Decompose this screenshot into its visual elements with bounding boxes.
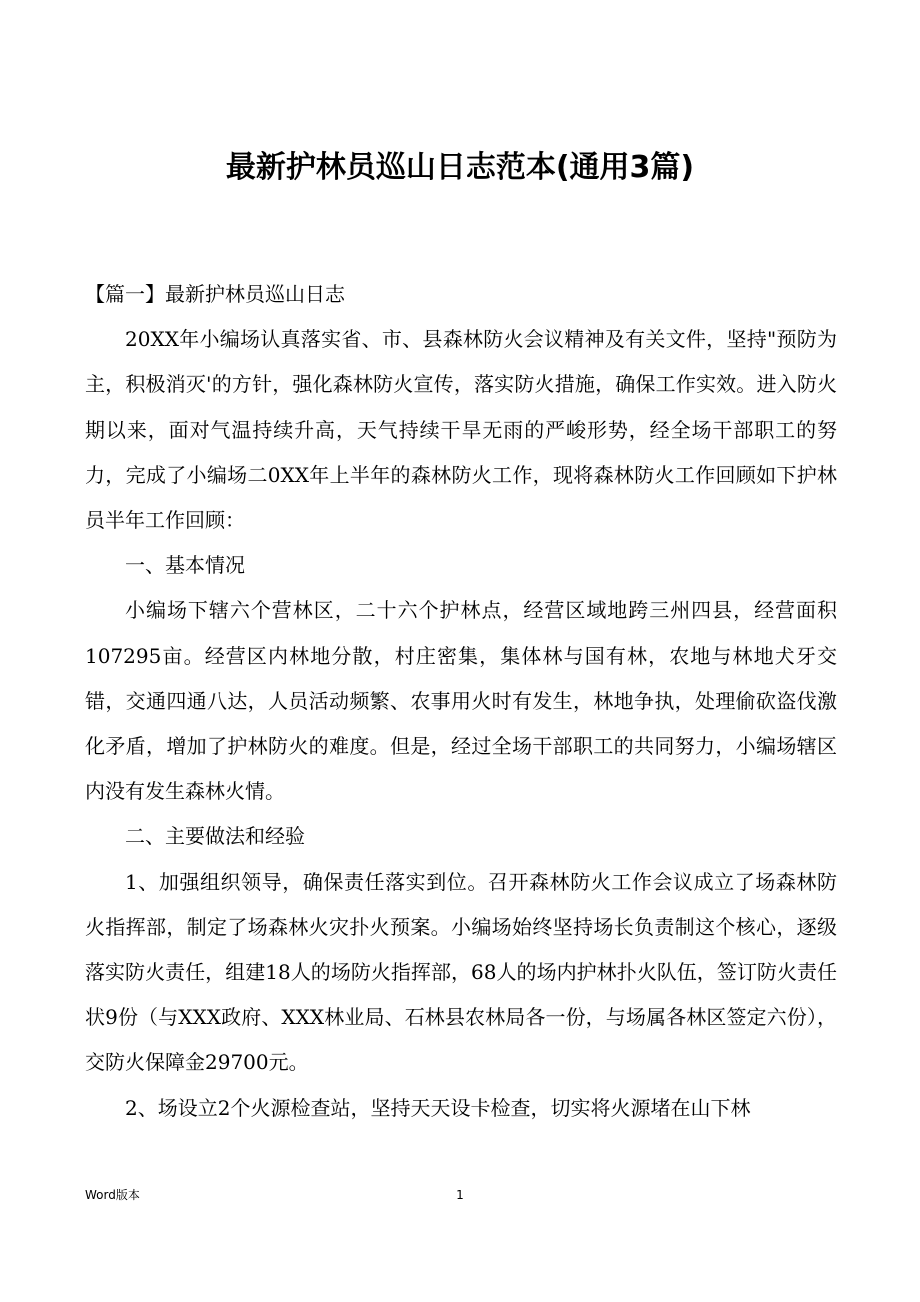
section-heading: 【篇一】最新护林员巡山日志: [85, 282, 345, 306]
paragraph-intro: 20XX年小编场认真落实省、市、县森林防火会议精神及有关文件，坚持"预防为主，积极消灭'的方针，强化森林防火宣传，落实防火措施，确保工作实效。进入防火期以来，面对气温持续升高，天气持续干旱无雨的严峻形势，经全场干部职工的努力，完成了小编场二0XX年上半年的森林防火工作，现将森林防火工作回顾如下护林员半年工作回顾：: [85, 327, 837, 533]
footer-label: Word版本: [85, 1188, 140, 1202]
page-number: 1: [456, 1188, 464, 1202]
heading-basic-situation: 一、基本情况: [125, 553, 245, 578]
document-title: 最新护林员巡山日志范本(通用3篇): [225, 150, 695, 185]
paragraph-item-2: 2、场设立2个火源检查站，坚持天天设卡检查，切实将火源堵在山下林: [125, 1095, 751, 1120]
paragraph-basic-situation: 小编场下辖六个营林区，二十六个护林点，经营区域地跨三州四县，经营面积107295亩。经营区内林地分散，村庄密集，集体林与国有林，农地与林地犬牙交错，交通四通八达，人员活动频繁、农事用火时有发生，林地争执，处理偷砍盗伐激化矛盾，增加了护林防火的难度。但是，经过全场干部职工的共同努力，小编场辖区内没有发生森林火情。: [85, 598, 837, 804]
heading-methods-experience: 二、主要做法和经验: [125, 824, 305, 849]
document-body: [85, 272, 837, 1131]
paragraph-item-1: 1、加强组织领导，确保责任落实到位。召开森林防火工作会议成立了场森林防火指挥部，制定了场森林火灾扑火预案。小编场始终坚持场长负责制这个核心，逐级落实防火责任，组建18人的场防火指挥部，68人的场内护林扑火队伍，签订防火责任状9份（与XXX政府、XXX林业局、石林县农林局各一份，与场属各林区签定六份），交防火保障金29700元。: [85, 869, 837, 1075]
